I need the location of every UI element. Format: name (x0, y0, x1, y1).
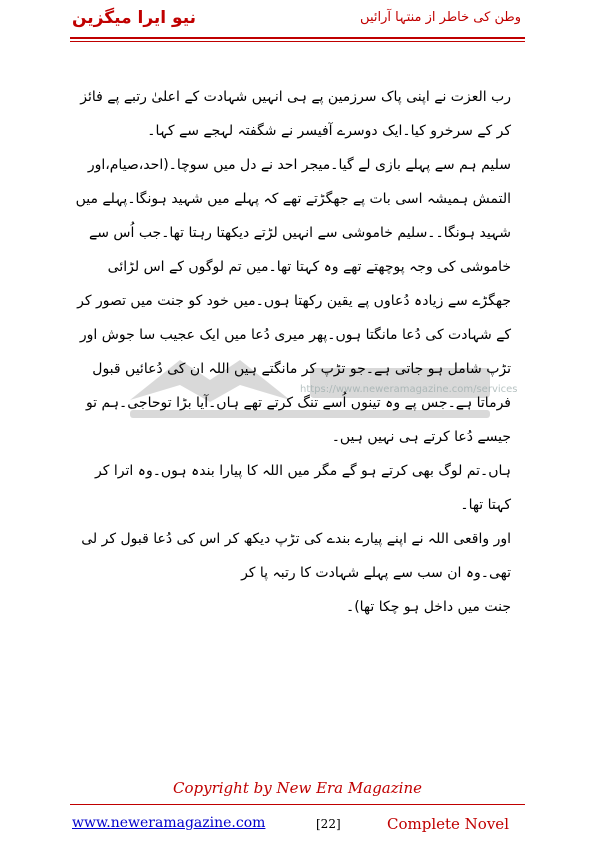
header-divider-thin (70, 41, 525, 42)
magazine-name: نیو ایرا میگزین (72, 8, 197, 28)
watermark-url: https://www.neweramagazine.com/services (300, 384, 518, 395)
novel-title: وطن کی خاطر از منتہا آرائیں (360, 10, 521, 25)
paragraph: اور واقعی اللہ نے اپنے پیارے بندے کی تڑپ دیکھ کر اس کی دُعا قبول کر لی تھی۔وہ ان سب سے پہلے شہادت کا رتبہ پا کر (81, 531, 511, 581)
website-link[interactable]: www.neweramagazine.com (72, 815, 266, 831)
page-number: [22] (316, 817, 341, 831)
story-body (70, 80, 511, 624)
copyright-notice: Copyright by New Era Magazine (173, 779, 422, 797)
paragraph: سلیم ہم سے پہلے بازی لے گیا۔میجر احد نے دل میں سوچا۔(احد،صیام،اور التمش ہمیشہ اسی بات پے جھگڑتے تھے کہ پہلے میں شہید ہونگا۔پہلے میں شہید ہونگا۔۔سلیم خاموشی سے انہیں لڑتے دیکھتا رہتا تھا۔جب اُس سے خاموشی کی وجہ پوچھتے تھے وہ کہتا تھا۔میں تم لوگوں کے اس لڑائی جھگڑے سے زیادہ دُعاوں پے یقین رکھتا ہوں۔میں خود کو جنت میں تصور کر کے شہادت کی دُعا مانگتا ہوں۔پھر میری دُعا میں ایک عجیب سا جوش اور تڑپ شامل ہو جاتی ہے۔جو تڑپ کر مانگتے ہیں اللہ ان کی دُعائیں قبول فرماتا ہے۔جس پے وہ تینوں اُسے تنگ کرتے تھے ہاں۔آیا بڑا توحاجی۔ہم تو جیسے دُعا کرتے ہی نہیں ہیں۔ (75, 157, 511, 445)
paragraph: رب العزت نے اپنی پاک سرزمین پے ہی انہیں شہادت کے اعلیٰ رتبے پے فائز کر کے سرخرو کیا۔ایک دوسرے آفیسر نے شگفتہ لہجے سے کہا۔ (80, 89, 511, 139)
section-label: Complete Novel (387, 815, 509, 833)
footer-divider (70, 804, 525, 805)
header-divider (70, 37, 525, 39)
paragraph: ہاں۔تم لوگ بھی کرتے ہو گے مگر میں اللہ کا پیارا بندہ ہوں۔وہ اترا کر کہتا تھا۔ (95, 463, 511, 513)
paragraph: جنت میں داخل ہو چکا تھا)۔ (345, 599, 511, 615)
